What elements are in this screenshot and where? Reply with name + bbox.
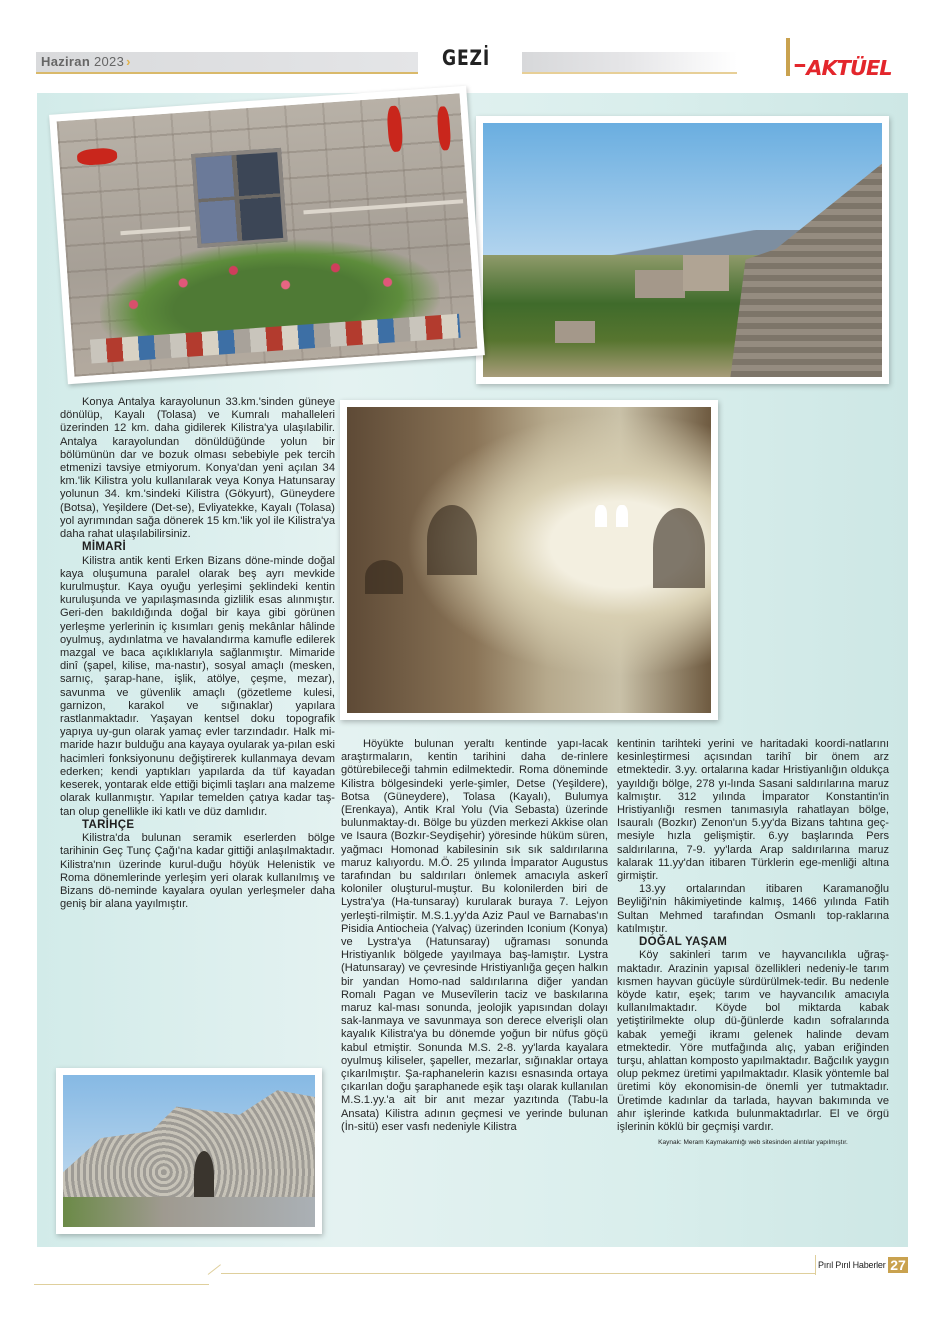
page-number: 27 — [888, 1257, 908, 1273]
header-year: 2023 — [93, 54, 125, 69]
tarihce-paragraph-2: Höyükte bulunan yeraltı kentinde yapı-lacak araştırmaların, kentin tarihini daha de-rinlere götürebileceği tahmin edilmektedir. Roma döneminde Kilistra bölgesindeki yerle-şimler, Detse (Yeşildere), Botsa (Güneydere), Tolasa (Kayalı), Bulumya (Erenkaya), Antik Kral Yolu (Via Sebasta) üzerinde bulunmaktay-dı. Bölge bu yüzden merkezi Akkise olan ve Isaura (Bozkır-Seydişehir) yöresinde hüküm süren, yağmacı Homonad kabilesinin sık sık saldırılarına maruz kalıyordu. M.Ö. 25 yılında İmparator Augustus tarafından bu saldırıları önlemek amacıyla askerî koloniler oluşturul-muştur. Bu kolonilerden biri de Lystra'ya (Ha-tunsaray) kurularak buraya 7. Lejyon yerleşti-rilmiştir. M.S.1.yy'da Aziz Paul ve Barnabas'ın Pisidia Antiocheia (Yalvaç) üzerinden Iconium (Konya) ve Lystra'ya (Hatunsaray) uğraması sonunda Hristiyanlık bölgede yayılmaya baş-lamıştır. Lystra (Hatunsaray) ve çevresinde Hristiyanlığa geçen halkın bir yandan Homo-nad saldırılarına diğer yandan Romalı Pagan ve Musevîlerin taciz ve baskılarına maruz kal-ması sonunda, jeolojik yapısından dolayı sak-lanmaya ve savunmaya son derece elverişli olan kayalık Kilistra'ya bu dönemde yoğun bir nüfus göçü kabul etmiştir. Sonunda M.S. 2-8. yy'larda kayalara oyulmuş kiliseler, şapeller, mezarlar, sığınaklar ortaya çıkarılmıştır. Şa-raphanelerin kazısı esnasında ortaya çıkarılan doğu şaraphanede eşik taşı olarak kullanılan M.S.1.yy.'a ait bir anıt mezar yazıtında (Tabu-la Ansata) Kilistra adının geçmesi ve yerinde bulunan (İn-sitü) eser vasfı nedeniyle Kilistra — [341, 738, 608, 1133]
header-month: Haziran — [41, 54, 91, 69]
window-image — [191, 148, 287, 248]
mimari-paragraph: Kilistra antik kenti Erken Bizans döne-minde doğal kaya oluşumuna paralel olarak beş ayrı mevkide kurulmuştur. Kaya oyuğu yerleşimi şeklindeki kentin kuruluşunda ve yapılaşmasında gizlilik esas alınmıştır. Geri-den bakıldığında doğal bir kaya gibi görünen yerleşme yerlerinin iç kısımları geniş mekânlar hâlinde oyulmuş, aydınlatma ve havalandırma kamufle edilerek mazgal ve baca açıklıklarıyla sağlanmıştır. Mimaride dinî (şapel, kilise, ma-nastır), sosyal amaçlı (mesken, sarnıç, şarap-hane, işlik, atölye, çeşme, mezar), savunma ve güvenlik amaçlı (gözetleme kulesi, garnizon, karakol ve sığınaklar) yapılara rastlanmaktadır. Yaşayan kentsel doku topografik yapıya uy-gun olarak yamaç evler tarzındadır. Halk mi-maride hazır bulduğu ana kayaya oyularak ya-pılan eski hacimleri fonksiyonunu değiştirerek kullanmaya devam ederken; kendi yaptıkları yapılarda da tüf kayadan keserek, yontarak elde ettiği biçimli taşları ana malzeme olarak kullanmıştır. Yapılar temelden çatıya kadar taş-tan olup genellikle iki katlı ve düz damlıdır. — [60, 554, 335, 818]
tarihce-paragraph-2-cont: kentinin tarihteki yerini ve haritadaki koordi-natlarını kesinleştirmesi açısından tarihî bir önem arz etmektedir. 3.yy. ortalarına kadar Hristiyanlığın oldukça yayıldığı bölge, 278 yı-lında Sasani saldırılarına maruz kalmıştır. 312 yılında İmparator Konstantin'in Hristiyanlığı resmen tanımasıyla rahatlayan bölge, Isauralı (Bozkır) Zenon'un 5.yy'da Bizans tahtına geç-mesiyle hızla gelişmiştir. 6.yy başlarında Pers saldırılarına, 7-9. yy'larda Arap saldırılarına maruz kalarak 11.yy'dan itibaren Türklerin ege-menliği altına girmiştir. — [617, 738, 889, 883]
magazine-logo: AKTÜEL — [795, 56, 892, 80]
footer-rule-right — [221, 1273, 816, 1274]
heading-tarihce: TARİHÇE — [82, 818, 135, 831]
tarihce-paragraph-1: Kilistra'da bulunan seramik eserlerden bölge tarihinin Geç Tunç Çağı'na kadar gittiği anlaşılmaktadır. Kilistra'nın üzerinde kurul-duğu höyük Helenistik ve Roma dönemlerinde yerleşim yeri olarak kullanılmış ve Bizans dö-neminde kayalara oyulan yerleşmeler daha geniş bir alana yayılmıştır. — [60, 832, 335, 911]
section-title: GEZİ — [442, 46, 491, 70]
photo-village-landscape — [476, 116, 889, 384]
source-note: Kaynak: Meram Kaymakamlığı web sitesinden alıntılar yapılmıştır. — [658, 1139, 848, 1147]
photo-rock-church-interior — [340, 400, 718, 720]
heading-mimari: MİMARİ — [82, 541, 126, 554]
header-decor-bar — [522, 52, 737, 74]
dogal-yasam-paragraph: Köy sakinleri tarım ve hayvancılıkla uğraş-maktadır. Arazinin yapısal özellikleri nedeniy-le tarım kısmen hayvan gücüyle sürdürülmek-tedir. Bu nedenle köyde katır, eşek; tarım ve hayvancılık amacıyla kullanılmaktadır. Köyde bol miktarda kabak yetiştirilmekte olup dü-ğünlerde kadın sofralarında kabak yemeği ikramı gelenek halinde devam etmektedir. Yöre mutfağında alıç, yaban eriğinden turşu, ahlattan komposto yapılmaktadır. Bağcılık yaygın olup pekmez üretimi yapılmaktadır. Klasik yöntemle bal üretimi köy ekonomisin-de önemli yer tutmaktadır. Üretimde kadınlar da tarlada, hayvan bakımında ve ahır işlerinde katkıda bulunmaktadırlar. El ve örgü işlerinin köklü bir geçmişi vardır. — [617, 949, 889, 1134]
footer-rule-left — [34, 1284, 209, 1285]
photo-stone-wall-flowers — [49, 86, 485, 385]
tarihce-paragraph-3: 13.yy ortalarından itibaren Karamanoğlu Beyliği'nin hâkimiyetinde kalmış, 1466 yılında Fatih Sultan Mehmed tarafından Osmanlı top-raklarına katılmıştır. — [617, 883, 889, 935]
article-column-3 — [617, 738, 889, 1147]
header-date-bar — [36, 52, 418, 74]
footer-rule-step — [208, 1264, 221, 1275]
photo-rock-dwelling — [56, 1068, 322, 1234]
chevron-right-icon: › — [126, 54, 131, 69]
publication-name: Pırıl Pırıl Haberler — [818, 1260, 886, 1270]
heading-dogal-yasam: DOĞAL YAŞAM — [639, 936, 728, 949]
intro-paragraph: Konya Antalya karayolunun 33.km.'sinden güneye dönülüp, Kayalı (Tolasa) ve Kumralı mahalleleri üzerinden 12 km. daha gidilerek Kilistra'ya ulaşılabilir. Antalya karayolundan dönüldüğünde yolun bir bölümünün dar ve bozuk olması sebebiyle pek tercih etmenizi tavsiye etmiyorum. Konya'dan yeni açılan 34 km.'lik Kilistra yolu kullanılarak veya Konya Hatunsaray yolunun 34. km.'sindeki Kilistra (Gökyurt), Güneydere (Botsa), Yeşildere (Det-se), Evliyatekke, Kayalı (Tolasa) yol ayrımından sağa dönerek 15 km.'lik yol ile Kilistra'ya daha rahat ulaşılabilirsiniz. — [60, 396, 335, 541]
footer-divider — [815, 1255, 816, 1275]
article-column-1 — [60, 396, 335, 911]
logo-dash-icon — [795, 64, 806, 67]
logo-divider — [786, 38, 790, 76]
article-column-2 — [341, 738, 608, 1134]
